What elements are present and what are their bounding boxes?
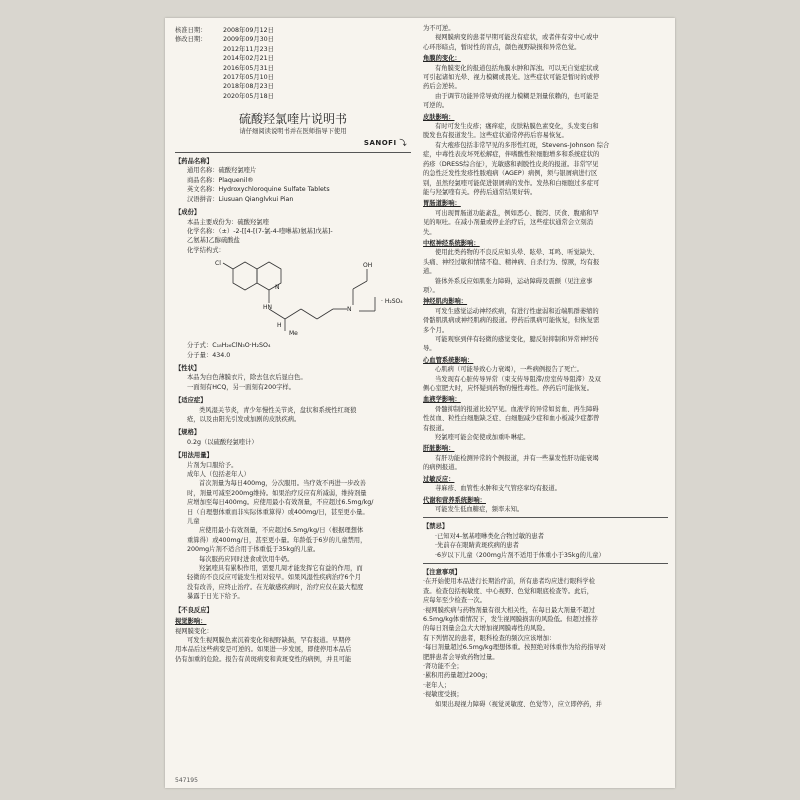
text-line: ·在开始使用本品进行长期治疗前，所有患者均应进行眼科学检 bbox=[423, 578, 596, 586]
text-line: 见的呕吐。在减小剂量或停止治疗后，这些症状通常会立刻消 bbox=[423, 219, 594, 227]
section-heading-properties: 【性状】 bbox=[175, 364, 201, 372]
text-line: 羟氯喹具有累积作用，需要几周才能发挥它有益的作用，而 bbox=[199, 565, 363, 573]
sanofi-logo-icon: ⤵ bbox=[399, 138, 407, 147]
contraindications-block bbox=[423, 532, 668, 560]
divider bbox=[423, 517, 668, 518]
ring-nitrogen-label: N bbox=[275, 284, 280, 292]
text-line: 时，剂量可减至200mg维持。如果治疗反应有所减弱，维持剂量 bbox=[187, 489, 367, 497]
brand-name: SANOFI bbox=[363, 138, 397, 147]
history-date: 2014年02月21日 bbox=[223, 55, 274, 63]
text-line: 使用此类药物的不良反应如头晕、眩晕、耳鸣、听觉缺失、 bbox=[435, 249, 599, 257]
text-line: 性贫血、粒性白细胞缺乏症、白细胞减少症和血小板减少症都曾 bbox=[423, 415, 600, 423]
text-line: 脱发也有报道发生。这些症状通常停药后容易恢复。 bbox=[423, 132, 568, 140]
subheading-visual: 视觉影响： bbox=[175, 618, 207, 626]
text-line: 有角膜变化的报道包括角膜水肿和浑浊。可以无自觉症状或 bbox=[435, 64, 599, 72]
text-line: 重算得）或400mg/日，甚至更小量。年龄低于6岁的儿童禁用， bbox=[187, 536, 367, 544]
text-line: 药疹（DRESS综合征），光敏感和剥脱性皮炎的报道。非常罕见 bbox=[423, 160, 599, 168]
text-line: ·老年人； bbox=[423, 681, 451, 689]
text-line: 可引起诸如光晕、视力模糊或畏光。这些症状可能是暂时的或停 bbox=[423, 74, 600, 82]
text-line: 可发生视网膜色素沉着变化和视野缺损，罕有报道。早期停 bbox=[187, 636, 351, 644]
revision-date-label: 修改日期： bbox=[175, 36, 207, 44]
text-line: 为不可逆。 bbox=[423, 25, 455, 32]
section-heading-indications: 【适应症】 bbox=[175, 397, 207, 405]
section-heading-composition: 【成份】 bbox=[175, 209, 201, 217]
hydroxyl-label: OH bbox=[363, 262, 373, 270]
section-heading-dosage: 【用法用量】 bbox=[175, 452, 213, 460]
text-line: 肥胖患者会导致药物过量。 bbox=[423, 653, 499, 661]
text-line: 有大疱疹包括非常罕见的多形性红斑，Stevens-Johnson 综合 bbox=[435, 141, 610, 149]
text-line: 导。 bbox=[423, 345, 436, 353]
text-line: 本品为白色薄膜衣片，除去包衣后显白色。 bbox=[187, 374, 307, 382]
history-date: 2018年08月23日 bbox=[223, 83, 274, 91]
history-date: 2016年05月31日 bbox=[223, 64, 274, 72]
composition-block bbox=[175, 218, 411, 256]
text-line: 荨麻疹、血管性水肿和支气管痉挛均有报道。 bbox=[435, 485, 561, 493]
text-line: 如果出现视力障碍（视觉灵敏度、色觉等），应立即停药，并 bbox=[435, 700, 602, 708]
drug-name-block bbox=[175, 166, 411, 204]
specs-block bbox=[175, 438, 411, 447]
text-line: ·肾功能不全； bbox=[423, 663, 463, 670]
text-line: 查。检查包括视敏度、中心视野、色觉和眼底检查等。此后， bbox=[423, 587, 594, 595]
brand-logo bbox=[175, 139, 407, 148]
text-line: 失。 bbox=[423, 228, 436, 236]
text-line: 成年人（包括老年人） bbox=[187, 471, 250, 478]
left-column bbox=[175, 24, 411, 664]
text-line: 首次剂量为每日400mg，分次服用。当疗效不再进一步改善 bbox=[199, 480, 366, 488]
list-item: ·先前存在眼睛黄斑疾病的患者 bbox=[435, 542, 519, 550]
text-line: 心肌病（可能导致心力衰竭），一些病例报告了死亡。 bbox=[435, 366, 583, 374]
text-line: 仍有加重的危险。报告有黄斑病变和黄斑变性的病例，并且可能 bbox=[175, 655, 352, 663]
right-column bbox=[423, 24, 668, 709]
section-heading-drug-name: 【药品名称】 bbox=[175, 158, 213, 166]
text-line: 头痛、神经过敏和情绪不稳、精神病、自杀行为、惊厥，均有报 bbox=[423, 258, 600, 266]
text-line: ·视敏度受损； bbox=[423, 691, 463, 699]
text-line: 疮，以及由阳光引发或加剧的皮肤疾病。 bbox=[187, 415, 301, 423]
section-heading-specs: 【规格】 bbox=[175, 429, 201, 437]
subheading-gi: 胃肠道影响： bbox=[423, 200, 461, 208]
text-line: 应增加至每日400mg。应使用最小有效剂量，不应超过6.5mg/kg/ bbox=[187, 499, 374, 507]
text-line: 可出现胃肠道功能紊乱，例如恶心、腹泻、厌食、腹痛和罕 bbox=[435, 209, 599, 217]
subheading-allergy: 过敏反应： bbox=[423, 475, 455, 483]
text-line: 200mg片剂不适合用于体重低于35kg的儿童。 bbox=[187, 546, 320, 554]
text-line: 当发现有心脏传导异常（束支传导阻滞/房室传导阻滞）及双 bbox=[435, 375, 601, 383]
revision-history bbox=[175, 26, 411, 101]
molecular-weight: 分子量：434.0 bbox=[187, 351, 231, 359]
subheading-neuromuscular: 神经肌肉影响： bbox=[423, 298, 468, 306]
text-line: ·视网膜疾病与药物剂量有很大相关性，在每日最大剂量不超过 bbox=[423, 606, 596, 614]
text-line: 轻微的不良反应可能发生相对较早。如果风湿性疾病治疗6个月 bbox=[187, 574, 362, 582]
text-line: 症，中毒性表皮坏死松解症，伴嗜酸性粒细胞增多和系统症状的 bbox=[423, 151, 600, 159]
text-line: 由于调节功能异常导致的视力模糊是剂量依赖的，也可能是 bbox=[435, 92, 599, 100]
subheading-cardiovascular: 心血管系统影响： bbox=[423, 356, 474, 364]
sulfate-label: · H₂SO₄ bbox=[381, 298, 403, 306]
text-line: 侧心室肥大时，应怀疑到药物的慢性毒性。停药后可能恢复。 bbox=[423, 385, 594, 393]
history-date: 2020年05月18日 bbox=[223, 92, 274, 100]
text-line: 通用名称：硫酸羟氯喹片 bbox=[187, 167, 257, 175]
text-line: 化学名称：（±）-2-[[4-[(7-氯-4-喹啉基)氨基]戊基]- bbox=[187, 227, 333, 235]
subheading-cornea: 角膜的变化： bbox=[423, 55, 461, 63]
section-heading-contraindications: 【禁忌】 bbox=[423, 523, 449, 531]
text-line: 应使用最小有效剂量，不应超过6.5mg/kg/日（根据理想体 bbox=[199, 527, 364, 535]
list-item: ·已知对4-氨基喹啉类化合物过敏的患者 bbox=[435, 532, 545, 540]
text-line: 应每年至少检查一次。 bbox=[423, 597, 486, 605]
text-line: 6.5mg/kg体重情况下，发生视网膜损害的风险低。但超过推荐 bbox=[423, 615, 598, 623]
section-heading-adverse: 【不良反应】 bbox=[175, 606, 213, 614]
text-line: 类风湿关节炎，青少年慢性关节炎，盘状和系统性红斑狼 bbox=[199, 406, 357, 414]
subheading-cns: 中枢神经系统影响： bbox=[423, 239, 480, 247]
subheading-liver: 肝脏影响： bbox=[423, 445, 455, 453]
chlorine-label: Cl bbox=[215, 260, 221, 268]
subheading-hematologic: 血液学影响： bbox=[423, 396, 461, 404]
text-line: 有下列情况的患者，眼科检查的频次应该增加： bbox=[423, 634, 556, 642]
text-line: 没有改善，应终止治疗。在光敏感疾病时，治疗应仅在最大程度 bbox=[187, 583, 364, 591]
subheading-skin: 皮肤影响： bbox=[423, 113, 455, 121]
text-line: 0.2g（以硫酸羟氯喹计） bbox=[187, 438, 258, 446]
structure-diagram bbox=[175, 257, 411, 339]
history-date: 2009年09月30日 bbox=[223, 36, 274, 44]
hydrogen-label: H bbox=[277, 322, 282, 330]
document-title: 硫酸羟氯喹片说明书 bbox=[238, 112, 347, 127]
text-line: 别，虽然羟氯喹可能促进银屑病的发作。发热和白细胞过多症可 bbox=[423, 179, 600, 187]
text-line: 羟氯喹可能会促使或加重卟啉症。 bbox=[435, 434, 530, 442]
divider bbox=[175, 152, 411, 153]
history-date: 2012年11月23日 bbox=[223, 45, 274, 53]
text-line: 有时可发生皮疹；瘙痒症，皮肤粘膜色素变化，头发变白和 bbox=[435, 123, 599, 131]
text-line: 有报道。 bbox=[423, 424, 449, 432]
document-code: 547195 bbox=[175, 777, 198, 784]
text-line: 药后会逆转。 bbox=[423, 83, 461, 91]
divider bbox=[423, 563, 668, 564]
subheading-retina: 视网膜变化： bbox=[175, 627, 213, 635]
text-line: 可能发生低血糖症，频率未知。 bbox=[435, 505, 524, 513]
text-line: 汉语拼音：Liusuan Qianglvkui Pian bbox=[187, 195, 294, 203]
document-subtitle: 请仔细阅读说明书并在医师指导下使用 bbox=[239, 128, 347, 136]
text-line: 日（自理想体重而非实际体重算得）或400mg/日，甚至更小量。 bbox=[187, 508, 369, 516]
text-line: 的每日剂量会急大大增加视网膜毒性的风险。 bbox=[423, 625, 549, 633]
text-line: 有肝功能检测异常的个例报道，并有一些暴发性肝功能衰竭 bbox=[435, 454, 599, 462]
chemical-structure bbox=[175, 257, 411, 339]
text-line: 乙氨基]乙醇硫酸盐 bbox=[187, 237, 240, 245]
text-line: ·累积用药量超过200g； bbox=[423, 672, 492, 680]
text-line: ·每日剂量超过6.5mg/kg理想体重。按照绝对体重作为给药指导对 bbox=[423, 644, 607, 652]
text-line: 骨髓抑制的报道比较罕见。血液学的异常如贫血、再生障碍 bbox=[435, 405, 599, 413]
text-line: 每次服药应同时进食或饮用牛奶。 bbox=[199, 555, 294, 563]
text-line: 暴露于日光下给予。 bbox=[187, 593, 244, 601]
text-line: 心环形暗点，暂时性的盲点，颜色视野缺损和异常色觉。 bbox=[423, 43, 581, 51]
text-line: 商品名称：Plaquenil® bbox=[187, 176, 254, 184]
text-line: 的急性泛发性发疹性脓疱病（AGEP）病例，须与银屑病进行区 bbox=[423, 170, 598, 178]
methyl-label: Me bbox=[289, 330, 298, 338]
text-line: 可能观察到伴有轻微的感觉变化，腱反射抑制和异常神经传 bbox=[435, 336, 599, 343]
text-line: 的病例报道。 bbox=[423, 464, 461, 472]
molecular-formula: 分子式：C₁₈H₂₆ClN₃O·H₂SO₄ bbox=[187, 342, 271, 350]
text-line: 道。 bbox=[423, 268, 436, 276]
text-line: 儿童 bbox=[187, 518, 200, 526]
text-line: 多个月。 bbox=[423, 326, 449, 334]
list-item: ·6岁以下儿童（200mg片剂不适用于体重小于35kg的儿童） bbox=[435, 551, 605, 559]
amine-label: HN bbox=[263, 304, 272, 312]
text-line: 一面刻有HCQ，另一面刻有200字样。 bbox=[187, 383, 295, 391]
properties-block bbox=[175, 373, 411, 392]
text-line: 可逆的。 bbox=[423, 102, 449, 110]
adverse-block bbox=[175, 617, 411, 664]
formula-block bbox=[175, 341, 411, 360]
leaflet-page bbox=[165, 18, 675, 788]
nitrogen-label: N bbox=[347, 306, 352, 314]
approval-date-label: 核准日期： bbox=[175, 27, 207, 34]
text-line: 本品主要成份为：硫酸羟氯喹 bbox=[187, 218, 269, 226]
section-heading-precautions: 【注意事项】 bbox=[423, 568, 461, 576]
text-line: 可发生感觉运动神经疾病，有进行性虚弱和近端肌群萎缩的 bbox=[435, 307, 599, 315]
precautions-block bbox=[423, 577, 668, 709]
dosage-block bbox=[175, 461, 411, 602]
text-line: 视网膜病变的患者早期可能没有症状，或者伴有旁中心或中 bbox=[435, 34, 599, 42]
subheading-metabolism: 代谢和营养系统影响： bbox=[423, 496, 486, 504]
text-line: 片剂为口服给予。 bbox=[187, 461, 238, 469]
text-line: 锥体外系反应如肌张力障碍，运动障碍及震颤（见注意事 bbox=[435, 277, 593, 285]
text-line: 英文名称：Hydroxychloroquine Sulfate Tablets bbox=[187, 186, 330, 194]
text-line: 项）。 bbox=[423, 286, 439, 294]
text-line: 骨骼肌肌病或神经肌病的报道。停药后肌病可能恢复，但恢复需 bbox=[423, 317, 600, 325]
indications-block bbox=[175, 406, 411, 425]
history-date: 2008年09月12日 bbox=[223, 27, 274, 34]
history-date: 2017年05月10日 bbox=[223, 74, 274, 82]
text-line: 用本品后这些病变是可逆的。如果进一步发展，即使停用本品后 bbox=[175, 646, 352, 654]
text-line: 化学结构式： bbox=[187, 246, 225, 254]
text-line: 能与羟氯喹有关。停药后通常结果好转。 bbox=[423, 188, 537, 196]
